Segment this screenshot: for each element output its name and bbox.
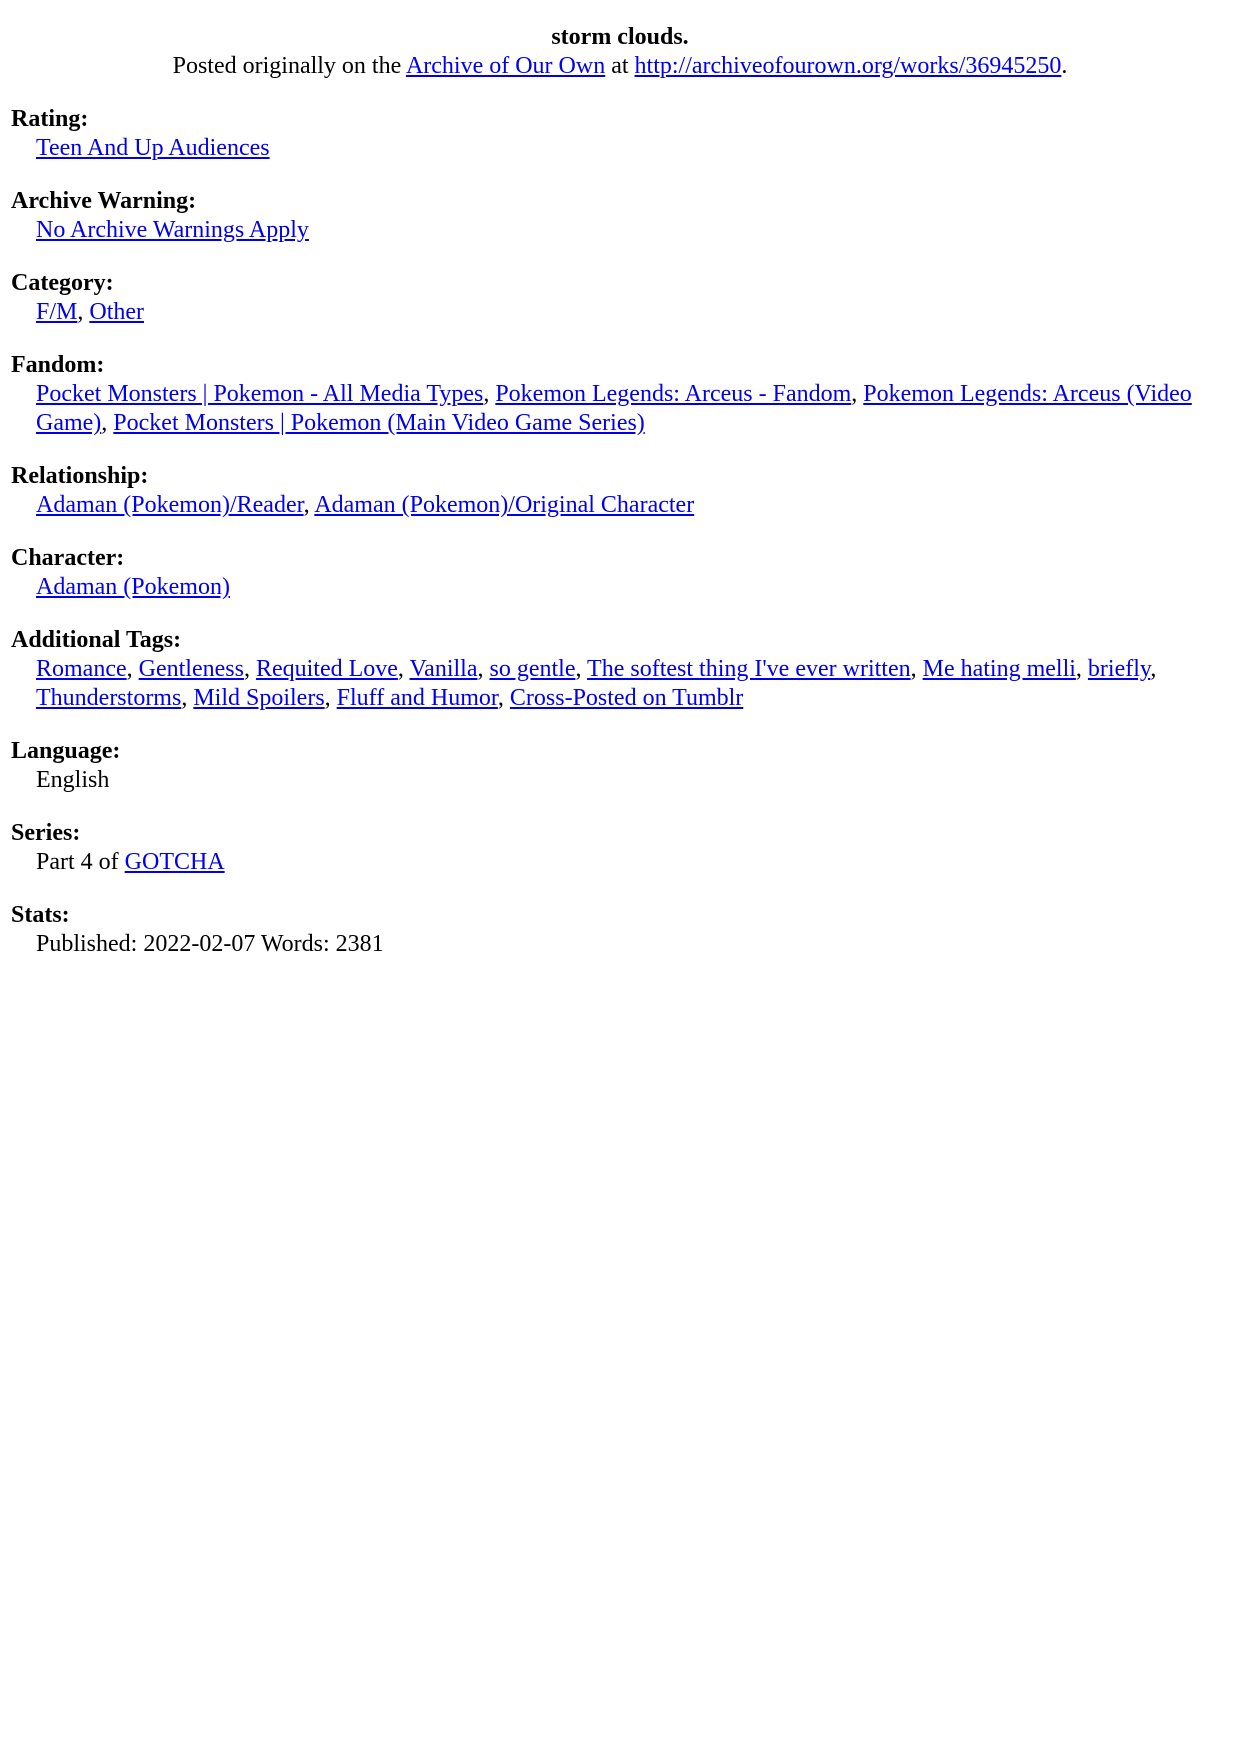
fandom-field: [11, 351, 1220, 438]
stats-label: Stats:: [11, 902, 70, 928]
tag-link[interactable]: Cross-Posted on Tumblr: [509, 685, 744, 711]
relationship-tags: Adaman (Pokemon)/Reader, Adaman (Pokemon)/Original Character: [36, 492, 695, 518]
category-field: [11, 269, 1220, 327]
relationship-label: Relationship:: [11, 463, 149, 489]
character-field: [11, 544, 1220, 602]
tag-link[interactable]: Romance: [36, 656, 127, 682]
series-field: [11, 819, 1220, 877]
tag-link[interactable]: Pokemon Legends: Arceus - Fandom: [495, 381, 852, 407]
posted-originally-line: [0, 52, 1240, 81]
tag-link[interactable]: Pocket Monsters | Pokemon (Main Video Game Series): [113, 410, 645, 436]
fandom-label: Fandom:: [11, 352, 105, 378]
tag-link[interactable]: Thunderstorms: [36, 685, 182, 711]
tag-link[interactable]: Adaman (Pokemon)/Original Character: [314, 492, 695, 518]
series-label: Series:: [11, 820, 81, 846]
language-field: [11, 737, 1220, 795]
tag-link[interactable]: Pokemon Legends: Arceus (Video Game): [36, 381, 1192, 436]
stats-field: [11, 901, 1220, 959]
tag-link[interactable]: Requited Love: [255, 656, 398, 682]
relationship-field: [11, 462, 1220, 520]
tag-link[interactable]: F/M: [36, 299, 78, 325]
work-url-link[interactable]: http://archiveofourown.org/works/36945250: [634, 53, 1062, 79]
archive-warning-label: Archive Warning:: [11, 188, 197, 214]
tag-link[interactable]: briefly: [1087, 656, 1151, 682]
posted-prefix-text: Posted originally on the: [172, 53, 406, 79]
posted-suffix-text: .: [1061, 53, 1068, 79]
character-label: Character:: [11, 545, 125, 571]
tag-link[interactable]: Teen And Up Audiences: [36, 135, 270, 161]
tag-link[interactable]: Other: [89, 299, 145, 325]
series-value: [11, 848, 1220, 877]
language-label: Language:: [11, 738, 121, 764]
category-tags: F/M, Other: [36, 299, 145, 325]
tag-link[interactable]: so gentle: [489, 656, 576, 682]
character-tags: [11, 573, 1220, 602]
archive-warning-field: [11, 187, 1220, 245]
rating-label: Rating:: [11, 106, 89, 132]
work-header: [0, 0, 1240, 81]
tag-link[interactable]: Pocket Monsters | Pokemon - All Media Types: [36, 381, 484, 407]
archive-warning-tags: [11, 216, 1220, 245]
fandom-tags: Pocket Monsters | Pokemon - All Media Types, Pokemon Legends: Arceus - Fandom, Pokemon Legends: Arceus (Video Game), Pocket Monsters | Pokemon (Main Video Game Series): [36, 381, 1192, 436]
tag-link[interactable]: The softest thing I've ever written: [587, 656, 911, 682]
additional-tags-field: [11, 626, 1220, 713]
tag-link[interactable]: Me hating melli: [922, 656, 1076, 682]
rating-tags: [11, 134, 1220, 163]
tag-link[interactable]: Mild Spoilers: [193, 685, 325, 711]
tag-link[interactable]: Vanilla: [409, 656, 478, 682]
tag-link[interactable]: Adaman (Pokemon)/Reader: [36, 492, 304, 518]
tag-link[interactable]: No Archive Warnings Apply: [36, 217, 309, 243]
additional-tags-label: Additional Tags:: [11, 627, 182, 653]
category-label: Category:: [11, 270, 114, 296]
archive-link[interactable]: Archive of Our Own: [405, 53, 606, 79]
series-part-text: Part 4 of: [36, 849, 125, 875]
work-title: storm clouds.: [551, 24, 689, 50]
tag-link[interactable]: Gentleness: [138, 656, 244, 682]
series-link[interactable]: GOTCHA: [124, 849, 225, 875]
rating-field: [11, 105, 1220, 163]
work-metadata: [0, 105, 1240, 959]
stats-value: Published: 2022-02-07 Words: 2381: [36, 931, 384, 957]
additional-tags-list: Romance, Gentleness, Requited Love, Vanilla, so gentle, The softest thing I've ever written, Me hating melli, briefly, Thunderstorms, Mild Spoilers, Fluff and Humor, Cross-Posted on Tumblr: [36, 656, 1157, 711]
tag-link[interactable]: Fluff and Humor: [336, 685, 498, 711]
posted-middle-text: at: [605, 53, 635, 79]
tag-link[interactable]: Adaman (Pokemon): [36, 574, 230, 600]
language-value: English: [36, 767, 110, 793]
